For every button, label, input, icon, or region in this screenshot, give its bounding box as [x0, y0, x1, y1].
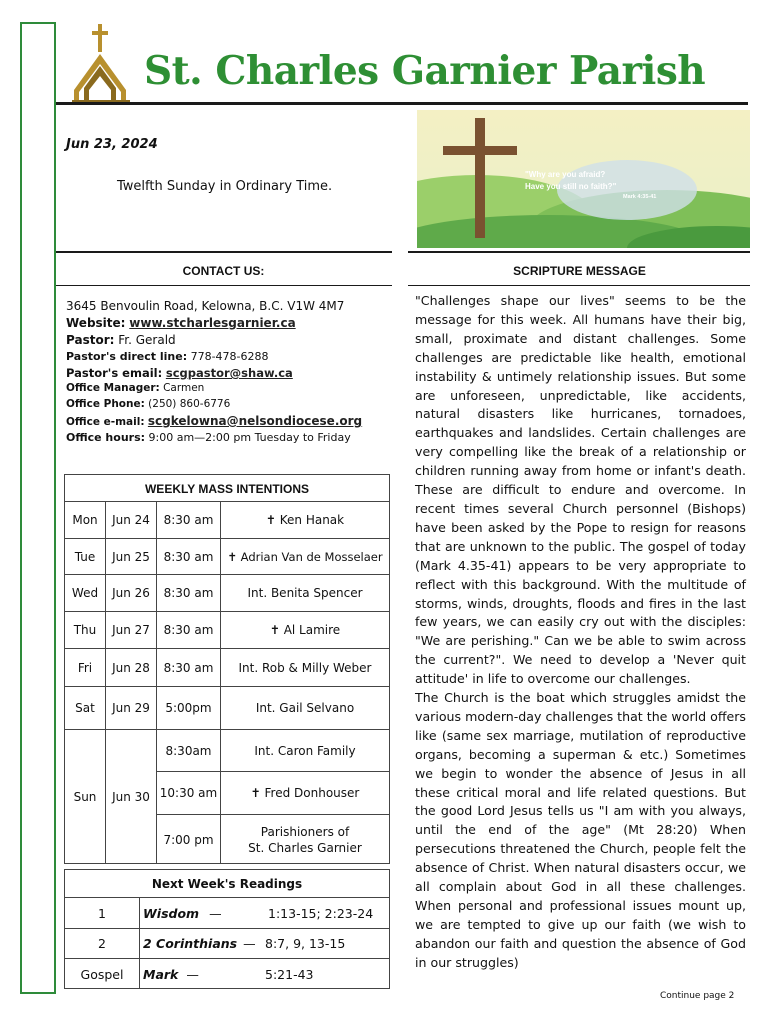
readings-heading: Next Week's Readings — [65, 870, 389, 898]
mass-intention: Int. Caron Family — [254, 743, 356, 758]
reading-number: 2 — [98, 936, 106, 951]
mass-date: Jun 27 — [112, 623, 150, 637]
office-hours-line — [66, 431, 406, 448]
mass-time: 8:30 am — [163, 513, 214, 527]
pastor-name: Fr. Gerald — [118, 333, 176, 347]
mass-intention: Int. Gail Selvano — [255, 701, 355, 715]
reading-ref: 8:7, 9, 13-15 — [265, 936, 346, 951]
office-hours: 9:00 am—2:00 pm Tuesday to Friday — [148, 431, 351, 444]
mass-time: 10:30 am — [159, 786, 218, 800]
left-border-bar — [20, 22, 56, 994]
mass-date: Jun 30 — [112, 790, 150, 804]
scripture-message — [415, 292, 746, 973]
banner-quote-line1: "Why are you afraid? — [525, 170, 606, 179]
mass-intention: ✝ Al Lamire — [269, 623, 341, 637]
mass-time: 8:30 am — [163, 549, 214, 564]
banner-quote-line2: Have you still no faith?" — [525, 182, 617, 191]
parish-cross-logo — [70, 22, 134, 104]
mass-intention-line2: St. Charles Garnier — [248, 840, 362, 855]
reading-ref: 1:13-15; 2:23-24 — [268, 905, 374, 921]
scripture-top-rule — [408, 251, 750, 253]
pastor-label: Pastor: — [66, 333, 115, 347]
mass-intention: ✝ Ken Hanak — [265, 513, 345, 527]
mass-day: Wed — [71, 586, 99, 600]
office-email-label: Office e-mail: — [66, 416, 145, 428]
reading-dash: — — [243, 936, 256, 951]
mass-intention: ✝ Adrian Van de Mosselaer — [227, 549, 383, 564]
reading-book: 2 Corinthians — [143, 936, 238, 951]
reading-dash: — — [209, 905, 222, 921]
reading-ref: 5:21-43 — [265, 966, 314, 982]
pastor-email-link[interactable]: scgpastor@shaw.ca — [165, 366, 293, 380]
office-manager: Carmen — [163, 382, 205, 394]
office-phone-line — [66, 398, 406, 414]
pastor-phone-line — [66, 350, 406, 366]
mass-date: Jun 28 — [112, 660, 150, 675]
mass-day: Fri — [77, 660, 93, 675]
website-link[interactable]: www.stcharlesgarnier.ca — [129, 316, 296, 330]
office-email-line — [66, 414, 406, 431]
title-divider — [56, 102, 748, 105]
mass-day: Sat — [75, 701, 95, 715]
office-manager-line — [66, 382, 406, 398]
office-phone: (250) 860-6776 — [148, 398, 231, 410]
mass-time: 7:00 pm — [163, 832, 214, 847]
mass-intention: Int. Rob & Milly Weber — [238, 660, 372, 675]
contact-heading-rule — [56, 285, 392, 286]
mass-time: 8:30 am — [163, 660, 214, 675]
mass-intention — [221, 815, 389, 864]
address: 3645 Benvoulin Road, Kelowna, B.C. V1W 4M7 — [66, 299, 345, 313]
scripture-banner — [417, 110, 750, 248]
scripture-heading: SCRIPTURE MESSAGE — [513, 264, 646, 278]
pastor-phone: 778-478-6288 — [190, 350, 269, 363]
liturgical-sunday: Twelfth Sunday in Ordinary Time. — [117, 179, 333, 194]
pastor-email-label: Pastor's email: — [66, 366, 163, 380]
mass-time: 8:30 am — [163, 623, 214, 637]
mass-day: Tue — [74, 549, 96, 564]
mass-time: 5:00pm — [165, 701, 212, 715]
website-line — [66, 316, 406, 333]
office-phone-label: Office Phone: — [66, 398, 145, 410]
banner-reference: Mark 4:35-41 — [623, 194, 657, 200]
pastor-email-line — [66, 366, 406, 382]
continue-note: Continue page 2 — [660, 991, 735, 1001]
parish-title: St. Charles Garnier Parish — [144, 48, 706, 94]
reading-book-cell — [143, 898, 222, 928]
reading-number: Gospel — [80, 966, 124, 982]
readings-col-divider — [139, 898, 140, 989]
mass-intentions-table — [64, 474, 390, 864]
pastor-phone-label: Pastor's direct line: — [66, 350, 188, 363]
mass-day: Sun — [73, 790, 97, 804]
scripture-paragraph-1: "Challenges shape our lives" seems to be the message for this week. All humans have their big, small, proximate and distant challenges. Some challenges are predictable like health, emotional instability & untimely relationship issues. But some are unforeseen, unpredictable, like accidents, natural disasters like hurricanes, tornadoes, earthquakes and landslides. Certain challenges are very compelling like the break of a relationship or children running away from home or infant's death. These are difficult to endure and overcome. In recent times several Church personnel (Bishops) have been asked by the Pope to resign for reasons that are unknown to the public. The gospel of today (Mark 4.35-41) appears to be very appropriate to reflect with this background. With the multitude of storms, winds, droughts, floods and fires in the last few years, we can easily cry out with the disciples: "We are perishing." Can we be able to swim across the current?". We need to develop a 'Never quit attitude' in life to overcome our challenges. — [415, 293, 746, 687]
mass-intentions-heading: WEEKLY MASS INTENTIONS — [65, 475, 389, 502]
office-email-link[interactable]: scgkelowna@nelsondiocese.org — [147, 414, 363, 428]
reading-number: 1 — [98, 905, 106, 921]
mass-date: Jun 25 — [112, 549, 150, 564]
mass-intention-line1: Parishioners of — [260, 824, 350, 839]
mass-intention: Int. Benita Spencer — [247, 586, 363, 600]
mass-intention: ✝ Fred Donhouser — [250, 786, 360, 800]
contact-block — [66, 299, 406, 448]
mass-time: 8:30am — [165, 743, 212, 758]
office-hours-label: Office hours: — [66, 431, 146, 444]
contact-heading: CONTACT US: — [182, 264, 265, 278]
reading-book-cell — [143, 959, 199, 989]
readings-table — [64, 869, 390, 989]
reading-dash: — — [186, 966, 199, 982]
scripture-paragraph-2: The Church is the boat which struggles amidst the various modern-day challenges that the world offers like (same sex marriage, mutilation of reproductive organs, becoming a superman & etc.) Sometimes we begin to wonder the absence of Jesus in all these critical moral and life related questions. But the good Lord Jesus tells us "I am with you always, until the end of the age" (Mt 28:20) When persecutions threatened the Church, people felt the absence of Christ. When natural disasters occur, we all complain about God in all these challenges. When personal and professional issues mount up, we are tempted to give up our faith (we wish to abandon our faith and question the absence of God in our struggles) — [415, 690, 746, 970]
mass-day: Mon — [72, 513, 98, 527]
mass-time: 8:30 am — [163, 586, 214, 600]
website-label: Website: — [66, 316, 126, 330]
scripture-heading-rule — [408, 285, 750, 286]
contact-top-rule — [56, 251, 392, 253]
reading-book: Wisdom — [143, 905, 200, 921]
office-manager-label: Office Manager: — [66, 382, 160, 394]
reading-book-cell — [143, 929, 256, 958]
mass-day: Thu — [73, 623, 97, 637]
bulletin-date: Jun 23, 2024 — [66, 137, 158, 152]
mass-date: Jun 26 — [112, 586, 150, 600]
pastor-line — [66, 333, 406, 350]
banner-landscape-image — [417, 110, 750, 248]
mass-date: Jun 24 — [112, 513, 150, 527]
mass-date: Jun 29 — [112, 701, 150, 715]
reading-book: Mark — [143, 966, 179, 982]
